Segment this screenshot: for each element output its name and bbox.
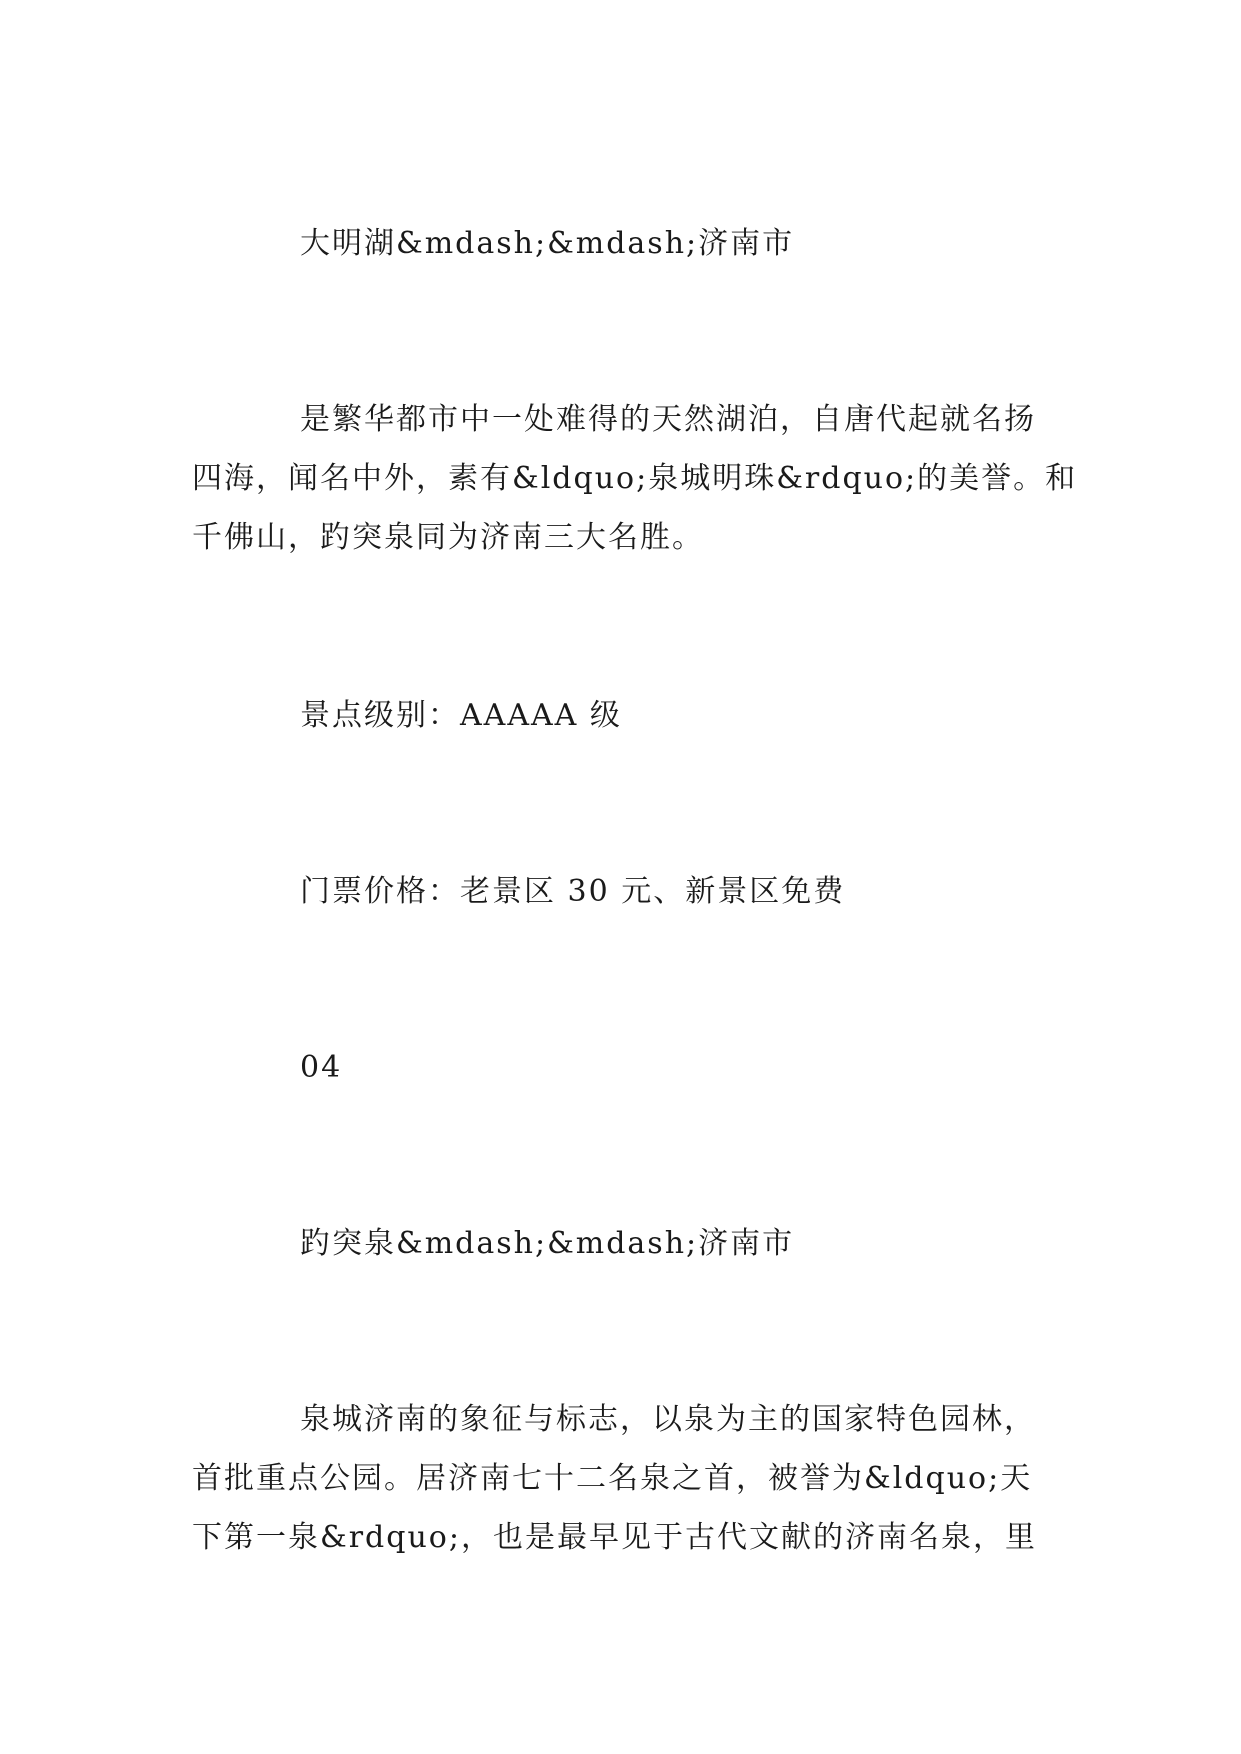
daming-description-line-1: 是繁华都市中一处难得的天然湖泊，自唐代起就名扬 (300, 402, 1036, 437)
daming-description-line-3: 千佛山，趵突泉同为济南三大名胜。 (192, 520, 704, 555)
scenic-level-text: 景点级别：AAAAA 级 (300, 698, 622, 733)
section-number (192, 1038, 1052, 1097)
heading-daming-lake (192, 214, 1052, 273)
scenic-level (192, 686, 1052, 745)
ticket-price (192, 862, 1052, 921)
heading-daming-text: 大明湖&mdash;&mdash;济南市 (300, 226, 795, 261)
baotu-description-line-1: 泉城济南的象征与标志，以泉为主的国家特色园林， (300, 1402, 1036, 1437)
daming-description-line-2: 四海，闻名中外，素有&ldquo;泉城明珠&rdquo;的美誉。和 (192, 461, 1078, 496)
section-number-text: 04 (300, 1050, 343, 1085)
daming-description (192, 390, 1078, 567)
heading-baotu-spring (192, 1214, 1052, 1273)
heading-baotu-text: 趵突泉&mdash;&mdash;济南市 (300, 1226, 795, 1261)
baotu-description (192, 1390, 1052, 1567)
ticket-price-text: 门票价格：老景区 30 元、新景区免费 (300, 874, 846, 909)
baotu-description-line-2: 首批重点公园。居济南七十二名泉之首，被誉为&ldquo;天 (192, 1461, 1033, 1496)
baotu-description-line-3: 下第一泉&rdquo;，也是最早见于古代文献的济南名泉，里 (192, 1520, 1037, 1555)
